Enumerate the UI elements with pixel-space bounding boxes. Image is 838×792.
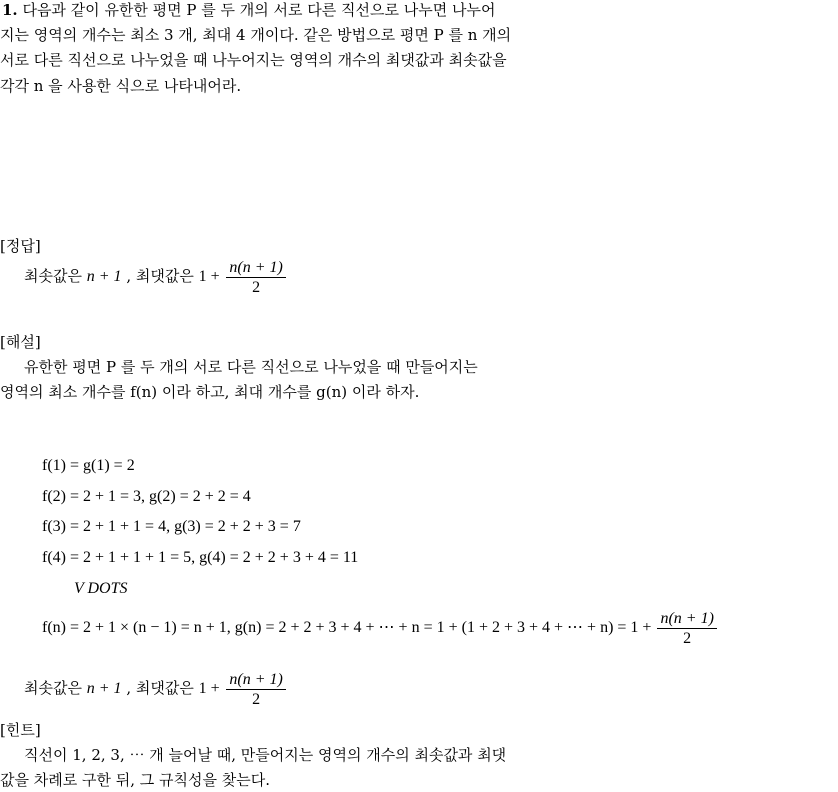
equation-4: f(4) = 2 + 1 + 1 + 1 = 5, g(4) = 2 + 2 + 3 + 4 = 11 bbox=[42, 549, 359, 566]
problem-number: 1. bbox=[2, 1, 18, 19]
final-max-prefix: 1 + bbox=[198, 680, 220, 697]
equation-1: f(1) = g(1) = 2 bbox=[42, 457, 135, 474]
problem-line-2: 지는 영역의 개수는 최소 3 개, 최대 4 개이다. 같은 방법으로 평면 P 를 n 개의 bbox=[0, 26, 512, 44]
equation-3: f(3) = 2 + 1 + 1 = 4, g(3) = 2 + 2 + 3 = 7 bbox=[42, 518, 301, 535]
final-frac-num: n(n + 1) bbox=[226, 671, 285, 690]
equation-2: f(2) = 2 + 1 = 3, g(2) = 2 + 2 = 4 bbox=[42, 488, 251, 505]
equation-5-fraction bbox=[657, 610, 716, 647]
answer-min-expr: n + 1 bbox=[86, 268, 122, 285]
answer-heading: [정답] bbox=[0, 237, 41, 255]
problem-line-1 bbox=[2, 0, 496, 20]
final-max-label: , 최댓값은 bbox=[126, 679, 194, 697]
answer-line bbox=[24, 256, 288, 297]
answer-max-prefix: 1 + bbox=[198, 268, 220, 285]
problem-line-3: 서로 다른 직선으로 나누었을 때 나누어지는 영역의 개수의 최댓값과 최솟값을 bbox=[0, 51, 507, 69]
solution-line-1: 유한한 평면 P 를 두 개의 서로 다른 직선으로 나누었을 때 만들어지는 bbox=[24, 358, 478, 376]
equation-5 bbox=[42, 608, 719, 648]
final-frac-den: 2 bbox=[252, 690, 261, 708]
final-min-label: 최솟값은 bbox=[24, 679, 82, 697]
problem-line-4: 각각 n 을 사용한 식으로 나타내어라. bbox=[0, 77, 242, 95]
answer-frac-den: 2 bbox=[252, 278, 261, 296]
hint-line-2: 값을 차례로 구한 뒤, 그 규칙성을 찾는다. bbox=[0, 771, 270, 789]
answer-fraction bbox=[226, 259, 285, 296]
final-min-expr: n + 1 bbox=[86, 680, 122, 697]
answer-min-label: 최솟값은 bbox=[24, 267, 82, 285]
answer-max-label: , 최댓값은 bbox=[126, 267, 194, 285]
solution-line-2: 영역의 최소 개수를 f(n) 이라 하고, 최대 개수를 g(n) 이라 하자. bbox=[0, 383, 420, 401]
problem-text-1: 다음과 같이 유한한 평면 P 를 두 개의 서로 다른 직선으로 나누면 나누어 bbox=[22, 1, 496, 19]
equation-5-text: f(n) = 2 + 1 × (n − 1) = n + 1, g(n) = 2 + 2 + 3 + 4 + ⋯ + n = 1 + (1 + 2 + 3 + 4 + ⋯ + n) = 1 + bbox=[42, 619, 652, 636]
final-fraction bbox=[226, 671, 285, 708]
hint-line-1: 직선이 1, 2, 3, ⋯ 개 늘어날 때, 만들어지는 영역의 개수의 최솟값과 최댓 bbox=[24, 746, 507, 764]
solution-heading: [해설] bbox=[0, 333, 41, 351]
hint-heading: [힌트] bbox=[0, 721, 41, 739]
equation-5-num: n(n + 1) bbox=[657, 610, 716, 629]
vdots-text: V DOTS bbox=[74, 580, 128, 597]
answer-frac-num: n(n + 1) bbox=[226, 259, 285, 278]
final-answer-line bbox=[24, 668, 288, 709]
equation-5-den: 2 bbox=[683, 629, 692, 647]
